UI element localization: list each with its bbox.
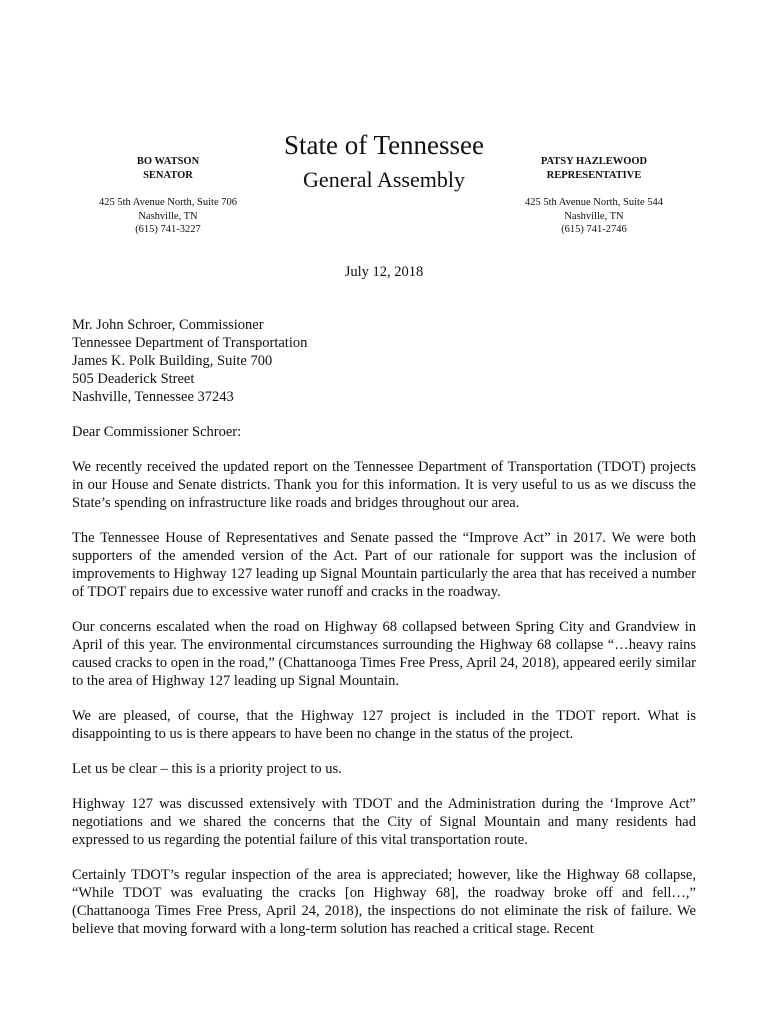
senator-phone: (615) 741-3227 <box>135 224 201 235</box>
representative-city: Nashville, TN <box>564 210 624 222</box>
body-paragraph: Certainly TDOT’s regular inspection of the area is appreciated; however, like the Highway 68 collapse, “While TDOT was evaluating the cracks [on Highway 68], the roadway broke off and fell…,” (Chattanooga Times Free Press, April 24, 2018), the inspections do not eliminate the risk of failure. We believe that moving forward with a long-term solution has reached a critical stage. Recent <box>72 867 696 937</box>
representative-name: PATSY HAZLEWOOD <box>540 156 648 167</box>
senator-name: BO WATSON <box>136 156 200 167</box>
assembly-subtitle: General Assembly <box>303 167 465 192</box>
recipient-line: Mr. John Schroer, Commissioner <box>72 317 264 333</box>
salutation: Dear Commissioner Schroer: <box>72 424 242 440</box>
body-paragraph: We recently received the updated report on the Tennessee Department of Transportation (TDOT) projects in our House and Senate districts. Thank you for this information. It is very useful to us as we discuss the State’s spending on infrastructure like roads and bridges throughout our area. <box>72 459 696 511</box>
body-paragraph: Let us be clear – this is a priority project to us. <box>72 761 342 777</box>
body-paragraph: We are pleased, of course, that the Highway 127 project is included in the TDOT report. What is disappointing to us is there appears to have been no change in the status of the project. <box>72 708 696 742</box>
senator-role: SENATOR <box>143 169 193 181</box>
recipient-address <box>72 316 696 406</box>
senator-city: Nashville, TN <box>138 210 198 222</box>
state-title: State of Tennessee <box>283 130 485 160</box>
body-paragraph: Highway 127 was discussed extensively with TDOT and the Administration during the ‘Improve Act” negotiations and we shared the concerns that the City of Signal Mountain and many residents had expressed to us regarding the potential failure of this vital transportation route. <box>72 796 696 848</box>
body-paragraph: The Tennessee House of Representatives and Senate passed the “Improve Act” in 2017. We were both supporters of the amended version of the Act. Part of our rationale for support was the inclusion of improvements to Highway 127 leading up Signal Mountain particularly the area that has received a number of TDOT repairs due to excessive water runoff and cracks in the roadway. <box>72 530 696 600</box>
representative-phone: (615) 741-2746 <box>561 224 627 235</box>
senator-block <box>48 155 288 237</box>
recipient-line: 505 Deaderick Street <box>72 371 195 387</box>
representative-role: REPRESENTATIVE <box>546 169 642 181</box>
recipient-line: Nashville, Tennessee 37243 <box>72 389 234 405</box>
recipient-line: Tennessee Department of Transportation <box>72 335 308 351</box>
body-paragraph: Our concerns escalated when the road on Highway 68 collapsed between Spring City and Grandview in April of this year. The environmental circumstances surrounding the Highway 68 collapse “…heavy rains caused cracks to open in the road,” (Chattanooga Times Free Press, April 24, 2018), appeared eerily similar to the area of Highway 127 leading up Signal Mountain. <box>72 619 696 689</box>
letter-body <box>72 316 696 938</box>
letter-date: July 12, 2018 <box>344 264 424 280</box>
representative-address: 425 5th Avenue North, Suite 544 <box>524 197 664 208</box>
representative-block <box>474 155 714 237</box>
senator-address: 425 5th Avenue North, Suite 706 <box>98 197 238 208</box>
recipient-line: James K. Polk Building, Suite 700 <box>72 353 273 369</box>
